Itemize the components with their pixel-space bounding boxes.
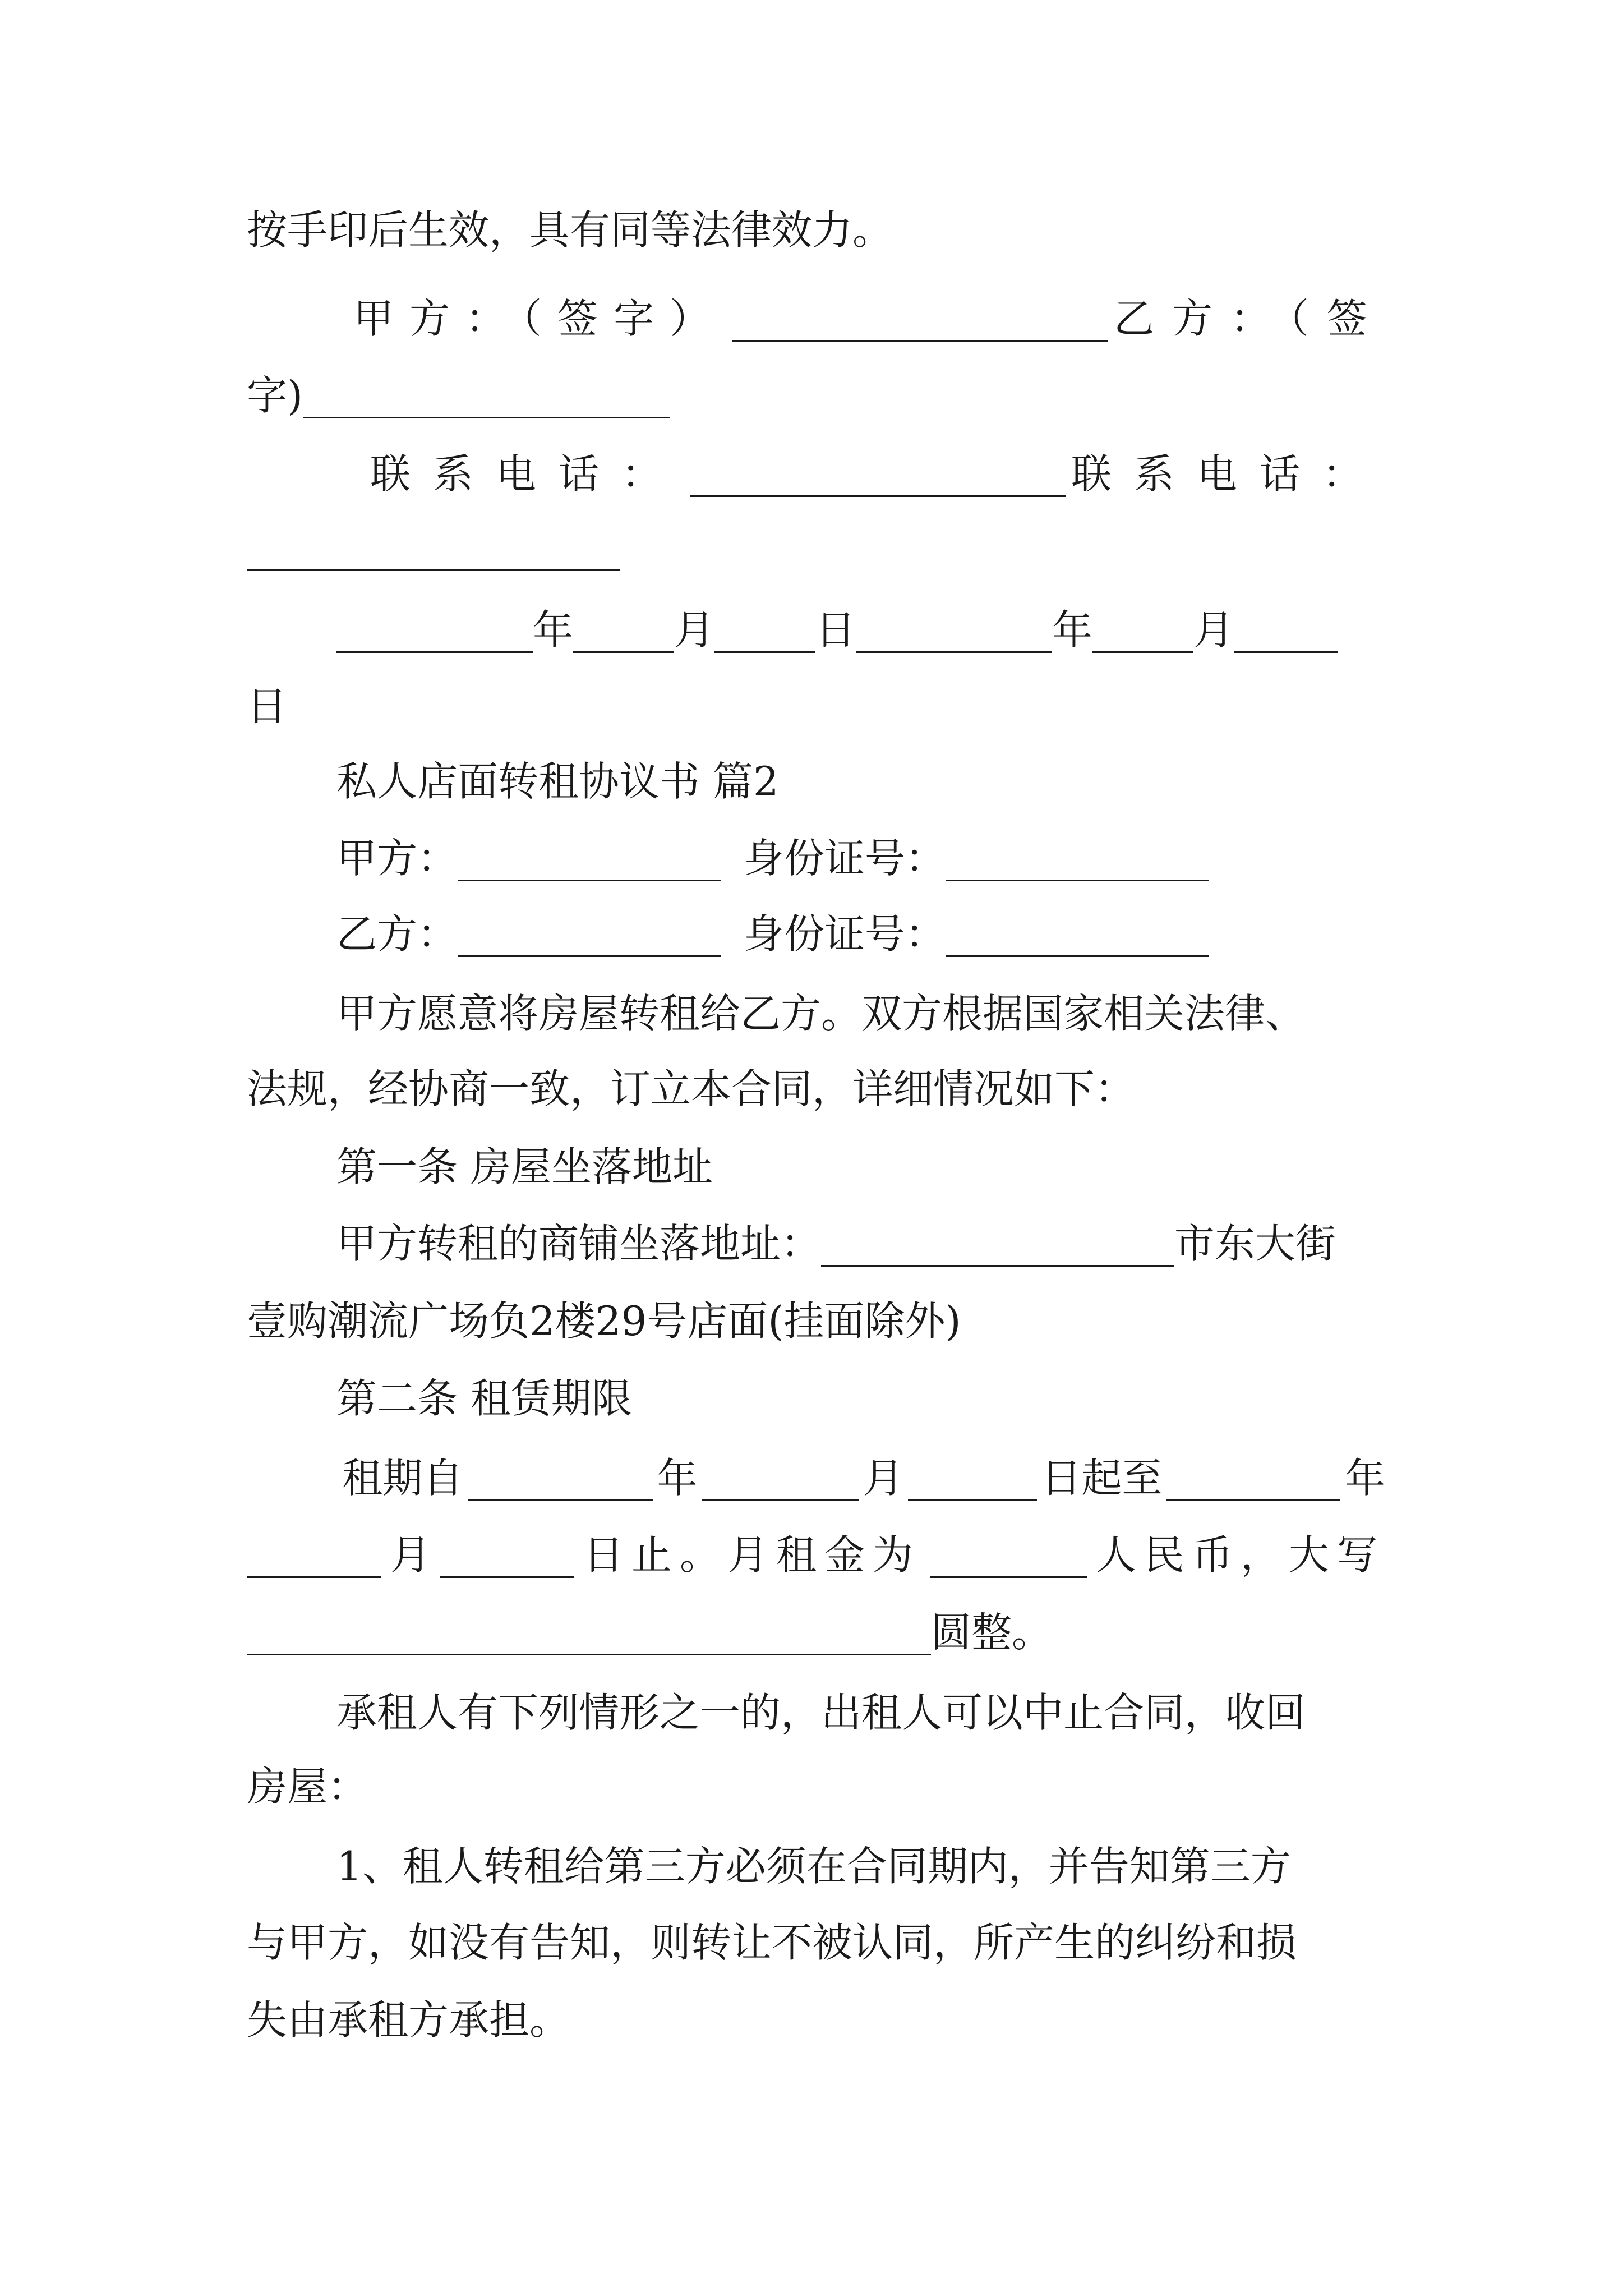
article-heading: 第二条 租赁期限 xyxy=(336,1375,632,1422)
paragraph-line: 与甲方，如没有告知，则转让不被认同，所产生的纠纷和损 xyxy=(247,1919,1297,1966)
article-heading: 第一条 房屋坐落地址 xyxy=(336,1143,713,1190)
month-label: 月 xyxy=(863,1455,903,1502)
year-label: 年 xyxy=(1344,1455,1385,1502)
date-line xyxy=(336,599,1391,661)
party-b-blank xyxy=(458,909,721,957)
signature-blank xyxy=(732,294,1108,342)
address-city: 市东大街 xyxy=(1174,1220,1336,1267)
party-a-label: 甲方： xyxy=(336,835,458,882)
date-blank xyxy=(1092,605,1193,653)
term-blank xyxy=(247,1530,381,1578)
year-label: 年 xyxy=(533,606,574,654)
paragraph-line: 承租人有下列情形之一的，出租人可以中止合同，收回 xyxy=(336,1689,1306,1736)
term-label: 租期自 xyxy=(342,1455,464,1502)
phone-blank xyxy=(690,449,1066,497)
term-blank xyxy=(1166,1453,1340,1501)
term-line xyxy=(247,1602,1385,1663)
paragraph-line: 法规，经协商一致，订立本合同，详细情况如下： xyxy=(247,1065,1136,1112)
paragraph-line: 房屋： xyxy=(247,1763,368,1810)
phone-line xyxy=(370,443,1385,505)
party-a-phone-label: 联系电话： xyxy=(370,450,685,498)
address-blank xyxy=(821,1219,1174,1267)
date-blank xyxy=(1234,605,1338,653)
term-label: 圆整。 xyxy=(931,1609,1053,1656)
date-blank xyxy=(714,605,815,653)
amount-blank xyxy=(247,1608,931,1655)
date-blank xyxy=(856,605,1052,653)
list-item: 1、租人转租给第三方必须在合同期内，并告知第三方 xyxy=(336,1843,1291,1890)
signature-line-cont xyxy=(247,365,1385,426)
signature-blank xyxy=(303,371,670,418)
year-label: 年 xyxy=(657,1455,698,1502)
term-line xyxy=(247,1524,1385,1586)
signature-line xyxy=(353,288,1385,349)
party-b-phone-label: 联系电话： xyxy=(1071,450,1385,498)
signature-label-cont: 字) xyxy=(247,372,303,419)
id-label: 身份证号： xyxy=(744,910,946,958)
party-b-signature-label: 乙方：（签 xyxy=(1113,295,1385,342)
month-label: 月 xyxy=(390,1531,431,1579)
paragraph-line: 甲方愿意将房屋转租给乙方。双方根据国家相关法律、 xyxy=(336,990,1306,1037)
term-blank xyxy=(468,1453,653,1501)
term-label: 日起至 xyxy=(1041,1455,1163,1502)
party-b-line xyxy=(336,903,1402,965)
party-a-signature-label: 甲方：（签字） xyxy=(353,295,726,342)
id-label: 身份证号： xyxy=(744,835,946,882)
phone-blank xyxy=(247,523,620,571)
paragraph-line: 失由承租方承担。 xyxy=(247,1996,570,2044)
id-blank xyxy=(946,834,1209,881)
term-line xyxy=(342,1447,1385,1509)
month-label: 月 xyxy=(674,606,715,654)
date-blank xyxy=(336,605,533,653)
term-blank xyxy=(440,1530,574,1578)
term-label: 日止。月租金为 xyxy=(583,1531,921,1579)
paragraph-line: 壹购潮流广场负2楼29号店面(挂面除外) xyxy=(247,1297,961,1345)
term-label: 人民币，大写 xyxy=(1095,1531,1385,1579)
address-line xyxy=(336,1213,1402,1274)
term-blank xyxy=(702,1453,859,1501)
year-label: 年 xyxy=(1052,606,1093,654)
term-blank xyxy=(908,1453,1037,1501)
rent-blank xyxy=(930,1530,1087,1578)
party-a-blank xyxy=(458,834,721,881)
paragraph-line: 按手印后生效，具有同等法律效力。 xyxy=(247,206,893,254)
section-title: 私人店面转租协议书 篇2 xyxy=(336,758,779,805)
day-label: 日 xyxy=(815,606,856,654)
address-label: 甲方转租的商铺坐落地址： xyxy=(336,1220,822,1267)
date-blank xyxy=(573,605,674,653)
phone-line-cont xyxy=(247,517,1385,579)
date-line-cont: 日 xyxy=(247,683,288,730)
party-a-line xyxy=(336,827,1402,889)
id-blank xyxy=(946,909,1209,957)
month-label: 月 xyxy=(1193,606,1234,654)
party-b-label: 乙方： xyxy=(336,910,458,958)
